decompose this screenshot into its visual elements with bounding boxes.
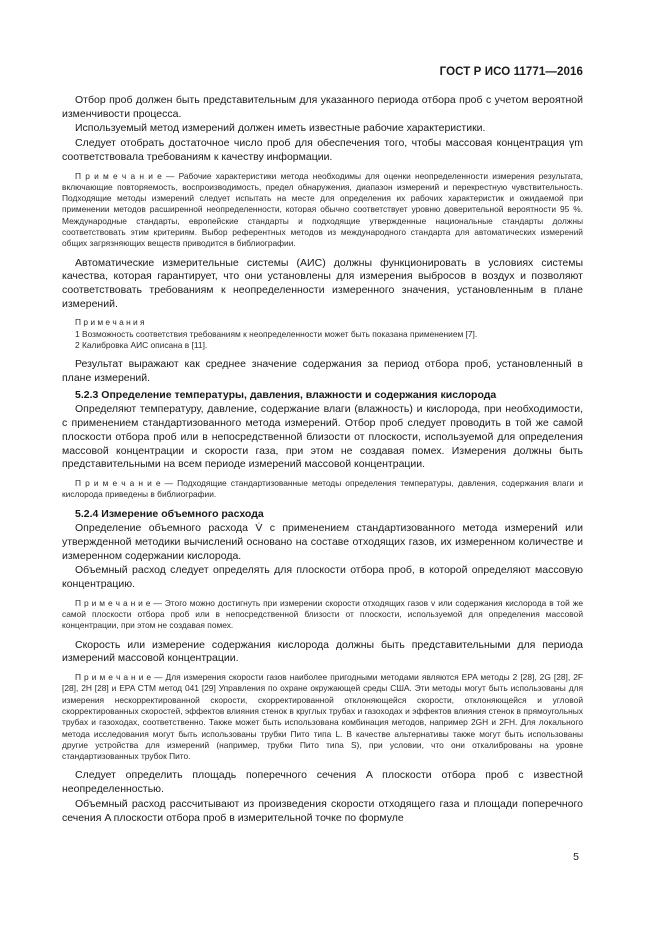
- note-label: П р и м е ч а н и е: [75, 597, 151, 608]
- note-text: — Рабочие характеристики метода необходимы для оценки неопределенности измерения результата, включающие повторяемость, воспроизводимость, предел обнаружения, диапазон измерений и перекрестную чувствительность. Подходящие методы измерений следует испытать на месте для определения их рабочих характеристик и ожидаемой при применении методов расширенной неопределенности, которая обычно соответствует уровню доверительной вероятности 95 %. Международные стандарты, европейские стандарты и подходящие утвержденные национальные стандарты должны соответствовать этим критериям. Выбор референтных методов из международного стандарта для автоматических измерений общих загрязняющих веществ приводится в библиографии.: [62, 170, 583, 249]
- note-velocity: [62, 598, 583, 632]
- notes-heading: П р и м е ч а н и я: [75, 317, 145, 328]
- note-epa-methods: [62, 672, 583, 762]
- document-body: [62, 94, 583, 826]
- note-item-2: 2 Калибровка АИС описана в [11].: [75, 340, 208, 350]
- note-text: — Подходящие стандартизованные методы определения температуры, давления, содержания влаги и кислорода приведены в библиографии.: [62, 477, 583, 500]
- paragraph-ais: Автоматические измерительные системы (АИС) должны функционировать в условиях системы качества, которая гарантирует, что они установлены для измерения выбросов в воздух и позволяют соответствовать требованиям к неопределенности измеренного значения, установленным в плане измерений.: [62, 256, 583, 310]
- note-performance: [62, 171, 583, 250]
- paragraph-cross-section: Следует определить площадь поперечного сечения A плоскости отбора проб с известной неопределенностью.: [62, 769, 583, 796]
- section-heading-5-2-4: 5.2.4 Измерение объемного расхода: [75, 507, 264, 520]
- paragraph-temperature: Определяют температуру, давление, содержание влаги (влажность) и кислорода, при необходимости, с применением стандартизованного метода измерений. Отбор проб следует проводить в той же самой плоскости отбора проб или в непосредственной близости от плоскости, используемой для определения массовой концентрации и скорости газа, при этом не создавая помех. Измерения должны быть представительными на всем периоде измерений массовой концентрации.: [62, 403, 583, 471]
- note-label: П р и м е ч а н и е: [75, 170, 162, 181]
- note-label: П р и м е ч а н и е: [75, 672, 152, 683]
- note-text: — Этого можно достигнуть при измерении скорости отходящих газов v или содержания кислорода в той же самой плоскости отбора проб или в непосредственной близости от плоскости, используемой для определения массовой концентрации, при этом не создавая помех.: [62, 597, 583, 631]
- paragraph-flow-plane: Объемный расход следует определять для плоскости отбора проб, в которой определяют массовую концентрацию.: [62, 564, 583, 591]
- page-number: 5: [573, 851, 579, 863]
- note-text: — Для измерения скорости газов наиболее пригодными методами являются EPA методы 2 [28], 2G [28], 2F [28], 2H [28] и EPA CTM метод 041 [29] Управления по охране окружающей среды США. Эти методы могут быть использованы для измерения нескорректированной скорости, скорректированной отклоняющейся скорости, отклоняющейся и угловой скорректированных скоростей, эффектов влияния стенок в круглых трубах и газоходах и эффектов влияния стенок в прямоугольных трубах и газоходах, соответственно. Также может быть использована комбинация методов, например 2GH и 2FH. Для локального метода исследования могут быть использованы трубки Пито типа L. В качестве альтернативы также могут быть использованы другие устройства для измерений (например, трубки Пито типа S), при условии, что они откалиброваны на уровне стандартизованных трубок Пито.: [62, 672, 583, 762]
- paragraph-result: Результат выражают как среднее значение содержания за период отбора проб, установленный в плане измерений.: [62, 358, 583, 384]
- note-label: П р и м е ч а н и е: [75, 477, 161, 488]
- paragraph-sampling: Отбор проб должен быть представительным для указанного периода отбора проб с учетом вероятной изменчивости процесса.: [62, 94, 583, 120]
- note-standard-methods: [62, 478, 583, 501]
- paragraph-formula-intro: Объемный расход рассчитывают из произведения скорости отходящего газа и площади поперечного сечения A плоскости отбора проб в измерительной точке по формуле: [62, 797, 583, 824]
- section-heading-5-2-3: 5.2.3 Определение температуры, давления, влажности и содержания кислорода: [75, 388, 497, 401]
- paragraph-samples-count: Следует отобрать достаточное число проб для обеспечения того, чтобы массовая концентрация γm соответствовала требованиям к качеству информации.: [62, 137, 583, 163]
- paragraph-representative: Скорость или измерение содержания кислорода должны быть представительными для периода измерений массовой концентрации.: [62, 638, 583, 665]
- note-item-1: 1 Возможность соответствия требованиям к неопределенности может быть показана применением [7].: [75, 328, 478, 339]
- standard-header: ГОСТ Р ИСО 11771—2016: [439, 66, 583, 78]
- paragraph-method: Используемый метод измерений должен иметь известные рабочие характеристики.: [75, 122, 486, 135]
- paragraph-flow-rate: Определение объемного расхода V̇ с применением стандартизованного метода измерений или утвержденной методики вычислений основано на составе отходящих газов, их измеренном количестве и измеренном содержании кислорода.: [62, 522, 583, 562]
